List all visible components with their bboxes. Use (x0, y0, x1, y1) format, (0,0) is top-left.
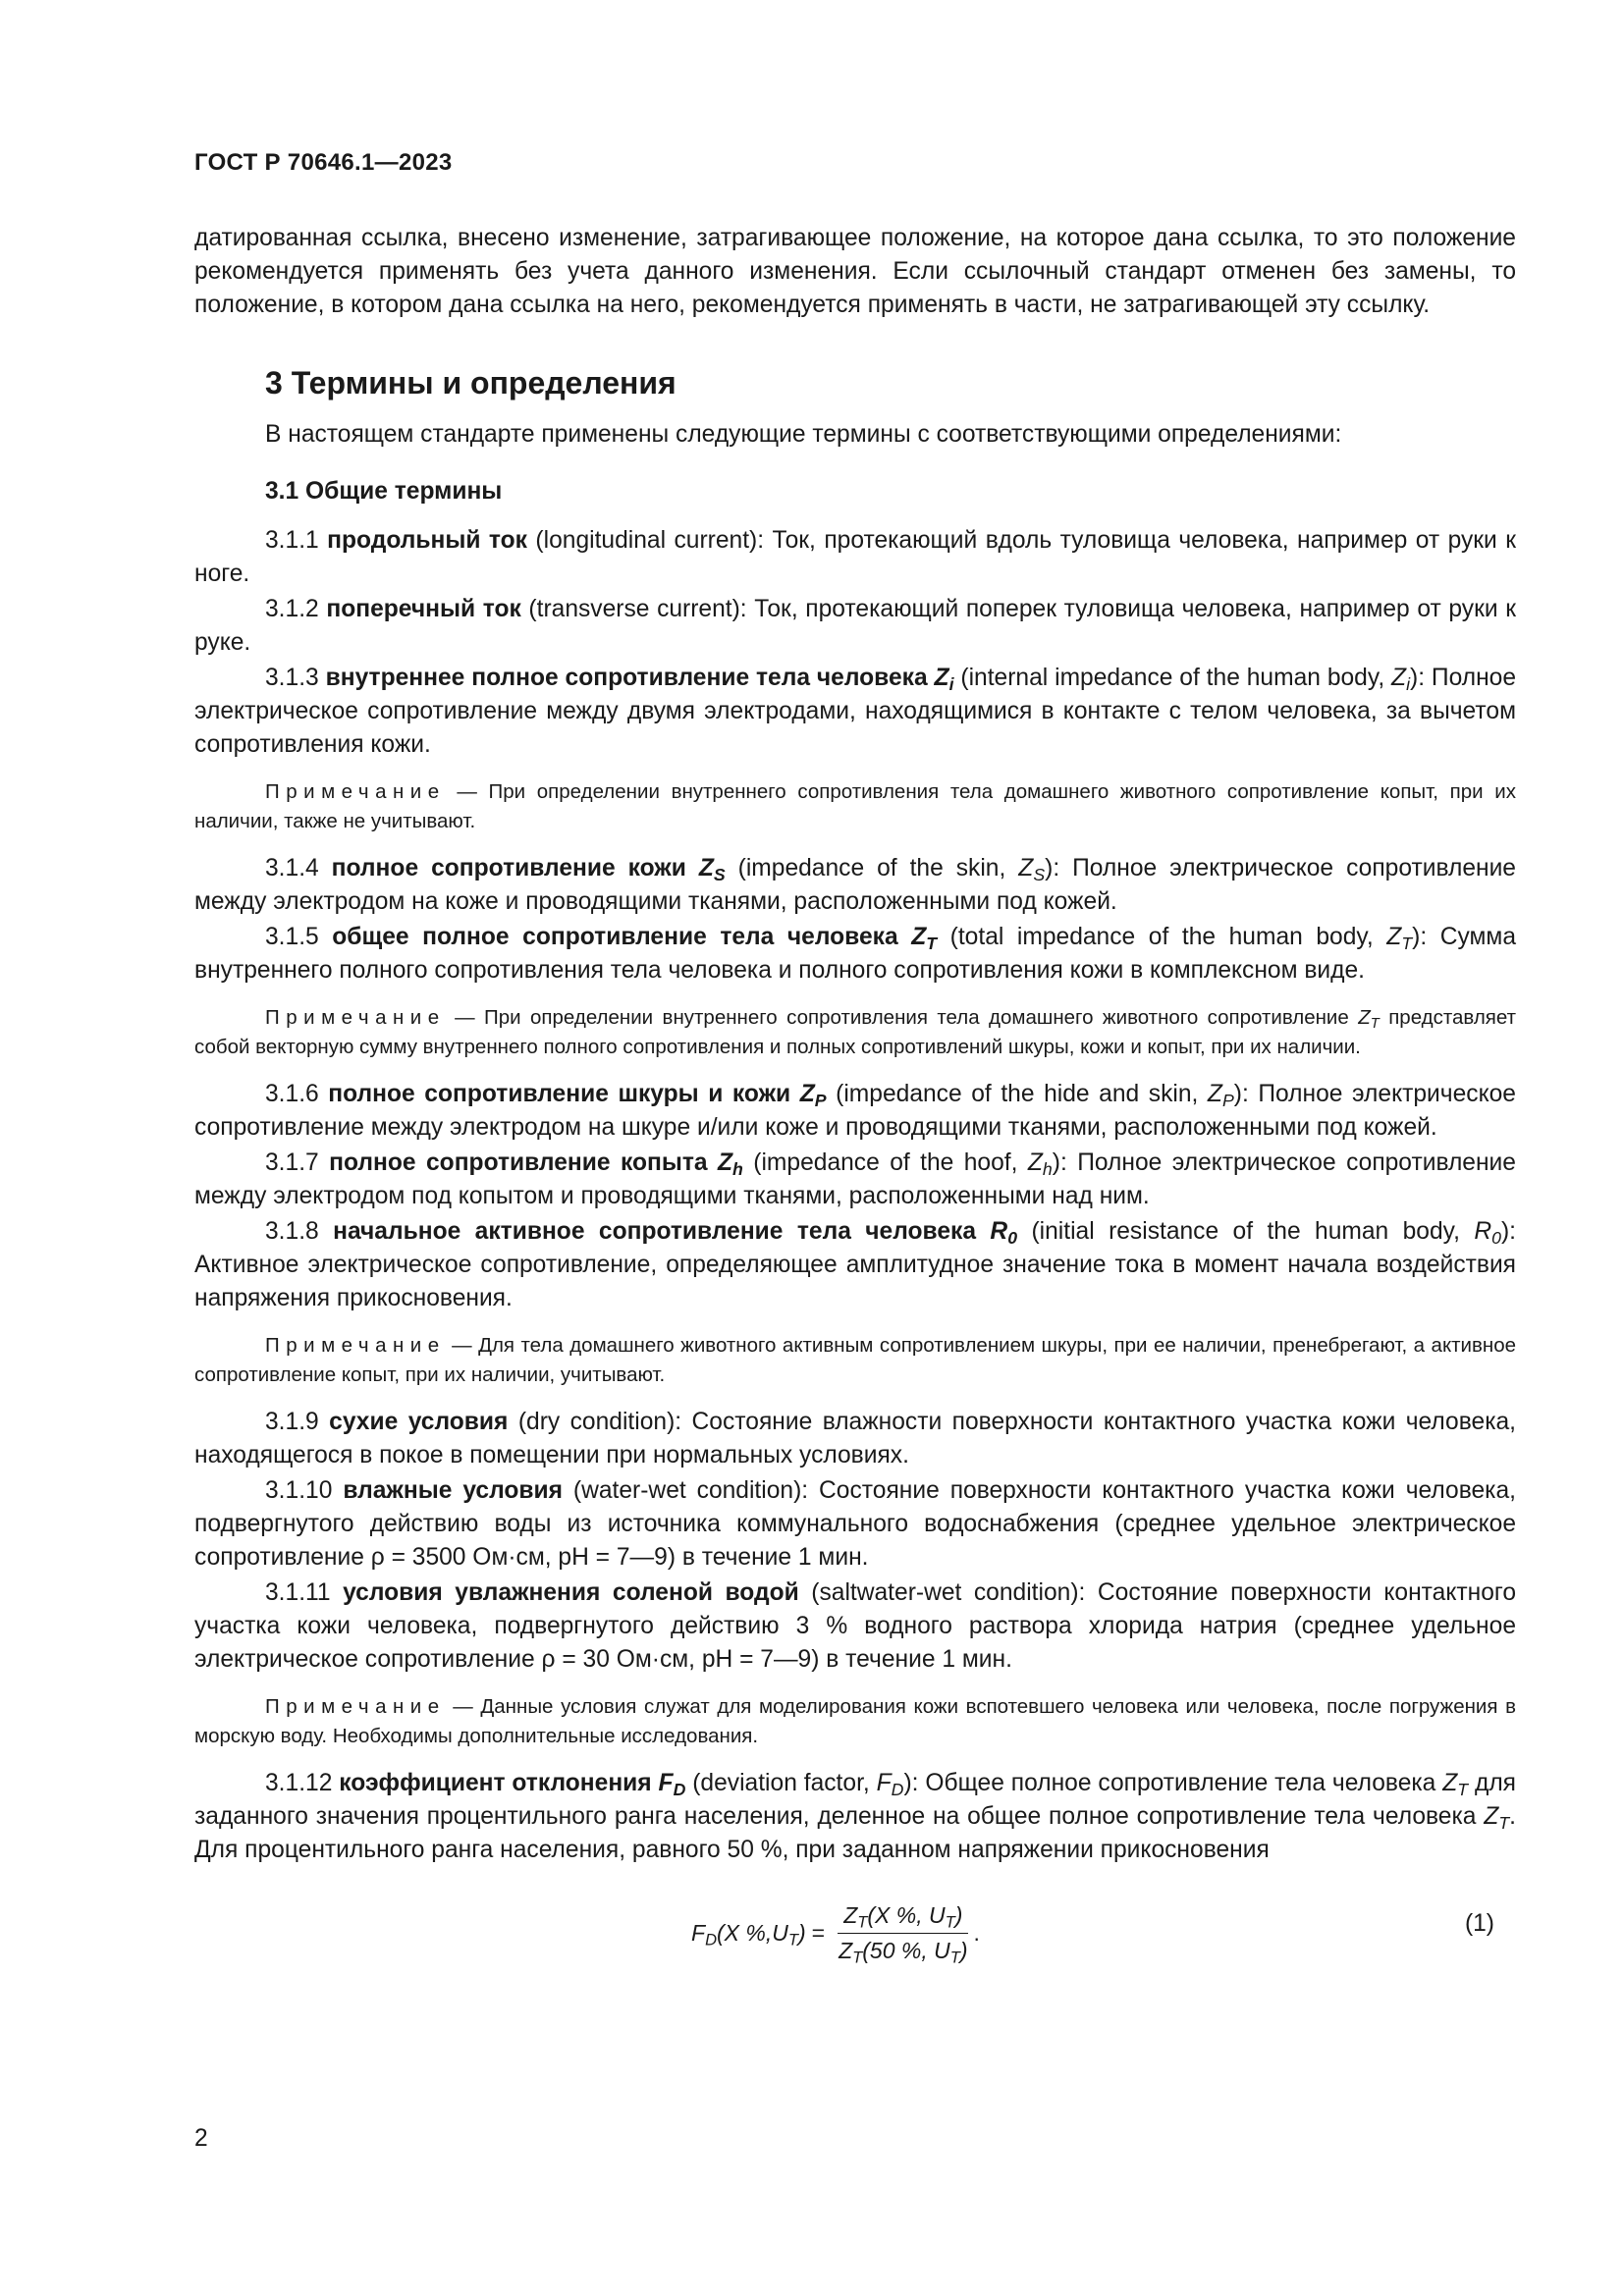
note-symbol: $Z_T$ (1358, 1006, 1380, 1033)
term-definition: (longitudinal current): Ток, протекающий вдоль туловища человека, например от руки к ноге. (194, 527, 1516, 587)
formula-1 (691, 1902, 980, 1967)
term-english: (internal impedance of the human body, (953, 665, 1392, 691)
term-3-1-8 (194, 1215, 1516, 1315)
term-name: полное сопротивление кожи (331, 855, 686, 881)
term-name: сухие условия (329, 1409, 509, 1435)
term-english: (deviation factor, (685, 1770, 877, 1796)
term-symbol-inline: $Z_i$ (1391, 665, 1411, 694)
intro-paragraph: датированная ссылка, внесено изменение, затрагивающее положение, на которое дана ссылка, то это положение рекомендуется применять без учета данного изменения. Если ссылочный стандарт отменен без замены, то положение, в котором дана ссылка на него, рекомендуется применять в части, не затрагивающей эту ссылку. (194, 225, 1516, 318)
term-name: начальное активное сопротивление тела человека (333, 1218, 977, 1245)
term-name: полное сопротивление шкуры и кожи (328, 1081, 791, 1107)
note-4 (194, 1692, 1516, 1751)
term-english: (total impedance of the human body, (937, 924, 1387, 950)
term-definition: ): Общее полное сопротивление тела человека (903, 1770, 1443, 1796)
note-2 (194, 1003, 1516, 1062)
term-3-1-10 (194, 1474, 1516, 1575)
term-3-1-5 (194, 921, 1516, 988)
term-number: 3.1.5 (265, 924, 319, 950)
term-3-1-2 (194, 593, 1516, 660)
term-3-1-6 (194, 1078, 1516, 1145)
term-number: 3.1.6 (265, 1081, 319, 1107)
term-number: 3.1.10 (265, 1477, 333, 1504)
term-definition-end: . Для процентильного ранга населения, равного 50 %, при заданном напряжении прикосновения (194, 1803, 1516, 1863)
note-text: — При определении внутреннего сопротивления тела домашнего животного сопротивление копыт, при их наличии, также не учитывают. (194, 780, 1516, 832)
term-symbol-inline: $Z_h$ (1027, 1149, 1053, 1179)
formula-numerator: $Z_T(X$ %, $U_T$) (838, 1902, 968, 1934)
note-3 (194, 1331, 1516, 1390)
formula-block (194, 1889, 1516, 1997)
term-definition: ): Полное электрическое сопротивление между электродом под копытом и проводящими тканями, расположенными над ним. (194, 1149, 1516, 1209)
note-1 (194, 777, 1516, 836)
note-label: Примечание (265, 1334, 446, 1357)
term-symbol: $Z_S$ (698, 855, 726, 884)
term-3-1-4 (194, 852, 1516, 919)
term-definition: ): Полное электрическое сопротивление между электродом на коже и проводящими тканями, расположенными под кожей. (194, 855, 1516, 915)
term-number: 3.1.8 (265, 1218, 319, 1245)
term-english: (impedance of the hide and skin, (826, 1081, 1208, 1107)
term-number: 3.1.1 (265, 527, 319, 554)
subsection-title: 3.1 Общие термины (265, 478, 503, 505)
note-text: — Данные условия служат для моделирования кожи вспотевшего человека или человека, после погружения в морскую воду. Необходимы дополнительные исследования. (194, 1695, 1516, 1747)
term-definition: (dry condition): Состояние влажности поверхности контактного участка кожи человека, находящегося в покое в помещении при нормальных условиях. (194, 1409, 1516, 1468)
term-3-1-1 (194, 524, 1516, 591)
term-name: условия увлажнения соленой водой (343, 1579, 799, 1606)
term-symbol: $Z_P$ (799, 1081, 827, 1110)
term-definition: (transverse current): Ток, протекающий поперек туловища человека, например от руки к руке. (194, 596, 1516, 656)
term-symbol-inline: $R_0$ (1474, 1218, 1501, 1248)
equation-number: (1) (1464, 1910, 1494, 1937)
term-symbol-inline: $Z_T$ (1386, 924, 1413, 953)
term-definition: (saltwater-wet condition): Состояние поверхности контактного участка кожи человека, подвергнутого действию 3 % водного раствора хлорида натрия (среднее удельное электрическое сопротивление ρ = 30 Ом·см, pH = 7—9) в течение 1 мин. (194, 1579, 1517, 1673)
term-definition: ): Полное электрическое сопротивление между электродом на шкуре и/или коже и проводящими тканями, расположенными под кожей. (194, 1081, 1516, 1141)
term-definition: ): Активное электрическое сопротивление, определяющее амплитудное значение тока в момент начала воздействия напряжения прикосновения. (194, 1218, 1517, 1311)
formula-equals: = (811, 1920, 826, 1946)
term-3-1-7 (194, 1147, 1516, 1213)
section-title: 3 Термины и определения (265, 365, 677, 400)
term-symbol: $Z_h$ (718, 1149, 743, 1179)
term-number: 3.1.4 (265, 855, 319, 881)
term-name: коэффициент отклонения (339, 1770, 652, 1796)
term-number: 3.1.12 (265, 1770, 333, 1796)
term-definition-continued: для заданного значения процентильного ранга населения, деленное на общее полное сопротивление тела человека (194, 1770, 1516, 1830)
zt-symbol: $Z_T$ (1484, 1803, 1510, 1833)
term-english: (impedance of the skin, (725, 855, 1019, 881)
page-number: 2 (194, 2125, 208, 2152)
formula-period: . (973, 1920, 980, 1946)
term-number: 3.1.2 (265, 596, 319, 622)
page-content (194, 222, 1516, 1997)
term-symbol-inline: $Z_P$ (1207, 1081, 1234, 1110)
term-english: (impedance of the hoof, (742, 1149, 1028, 1176)
term-3-1-3 (194, 662, 1516, 762)
term-number: 3.1.7 (265, 1149, 319, 1176)
zt-symbol: $Z_T$ (1442, 1770, 1469, 1799)
note-text: — При определении внутреннего сопротивления тела домашнего животного сопротивление (445, 1006, 1359, 1029)
note-label: Примечание (265, 780, 446, 803)
term-english: (initial resistance of the human body, (1017, 1218, 1475, 1245)
term-definition: (water-wet condition): Состояние поверхности контактного участка кожи человека, подвергнутого действию воды из источника коммунального водоснабжения (среднее удельное электрическое сопротивление ρ = 3500 Ом·см, pH = 7—9) в течение 1 мин. (194, 1477, 1516, 1571)
note-text: — Для тела домашнего животного активным сопротивлением шкуры, при ее наличии, пренебрегают, а активное сопротивление копыт, при их наличии, учитывают. (194, 1334, 1516, 1386)
formula-fraction (833, 1902, 973, 1967)
term-name: поперечный ток (326, 596, 521, 622)
term-symbol: $R_0$ (990, 1218, 1018, 1248)
formula-lhs: $F_D(X$ $\%,U_T$) (691, 1920, 806, 1949)
term-name: продольный ток (327, 527, 527, 554)
term-definition: ): Сумма внутреннего полного сопротивления тела человека и полного сопротивления кожи в комплексном виде. (194, 924, 1517, 984)
term-symbol-inline: $F_D$ (876, 1770, 904, 1799)
term-symbol: $F_D$ (658, 1770, 686, 1799)
term-number: 3.1.9 (265, 1409, 319, 1435)
term-name: внутреннее полное сопротивление тела человека (325, 665, 928, 691)
term-symbol-inline: $Z_S$ (1018, 855, 1046, 884)
term-definition: ): Полное электрическое сопротивление между двумя электродами, находящимися в контакте с телом человека, за вычетом сопротивления кожи. (194, 665, 1517, 758)
note-label: Примечание (265, 1695, 446, 1718)
term-3-1-11 (194, 1576, 1516, 1677)
note-text-continued: представляет собой векторную сумму внутреннего полного сопротивления и полных сопротивлений шкуры, кожи и копыт, при их наличии. (194, 1006, 1517, 1058)
term-3-1-9 (194, 1406, 1516, 1472)
formula-denominator: $Z_T(50$ %, $U_T$) (839, 1938, 968, 1967)
term-name: общее полное сопротивление тела человека (332, 924, 898, 950)
term-number: 3.1.3 (265, 665, 319, 691)
term-name: влажные условия (343, 1477, 563, 1504)
term-symbol: $Z_T$ (911, 924, 938, 953)
note-label: Примечание (265, 1006, 446, 1029)
document-header: ГОСТ Р 70646.1—2023 (194, 149, 453, 176)
term-3-1-12 (194, 1767, 1516, 1867)
term-name: полное сопротивление копыта (329, 1149, 708, 1176)
section-lead: В настоящем стандарте применены следующие термины с соответствующими определениями: (265, 421, 1342, 448)
term-number: 3.1.11 (265, 1579, 331, 1606)
term-symbol: $Z_i$ (934, 665, 954, 694)
